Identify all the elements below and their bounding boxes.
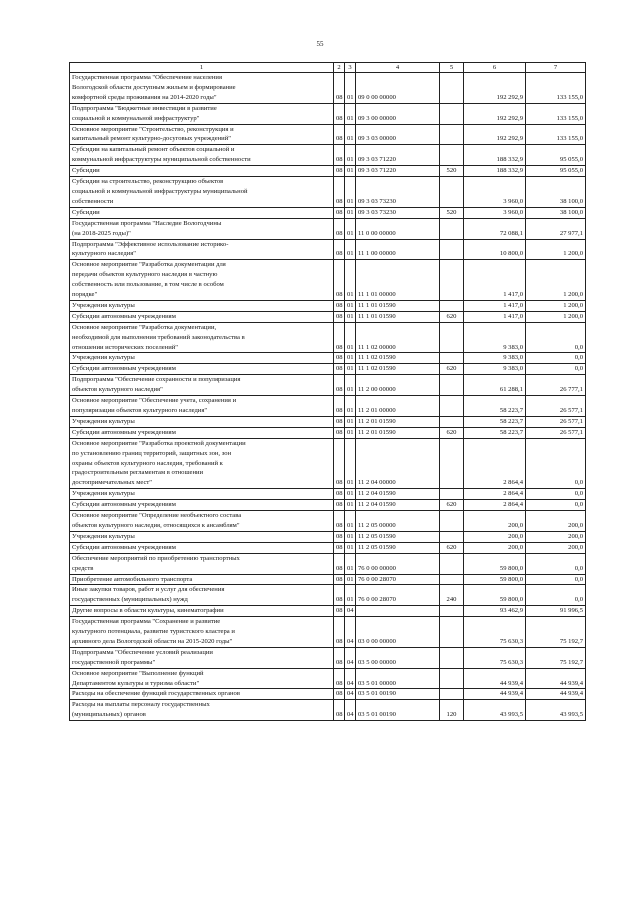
target-article-code: 11 1 02 01590 [356,353,440,364]
subsection-code: 01 [345,489,356,500]
expense-type-code: 620 [440,427,464,438]
expense-type-code [440,668,464,689]
row-name: Субсидии [70,207,334,218]
amount-col-6: 44 939,4 [464,668,526,689]
table-row [70,300,586,311]
amount-col-7: 75 192,7 [526,647,586,668]
subsection-code: 01 [345,145,356,166]
section-code: 08 [334,668,345,689]
target-article-code: 11 1 00 00000 [356,239,440,260]
amount-col-7: 43 993,5 [526,700,586,721]
target-article-code: 11 2 04 00000 [356,438,440,489]
subsection-code: 01 [345,574,356,585]
table-row [70,322,586,353]
amount-col-7: 44 939,4 [526,668,586,689]
table-row [70,375,586,396]
amount-col-6: 2 864,4 [464,438,526,489]
section-code: 08 [334,531,345,542]
target-article-code: 11 0 00 00000 [356,218,440,239]
amount-col-7: 0,0 [526,574,586,585]
target-article-code: 11 2 04 01590 [356,500,440,511]
table-row [70,531,586,542]
amount-col-7: 200,0 [526,542,586,553]
table-row [70,166,586,177]
expense-type-code [440,606,464,617]
section-code: 08 [334,416,345,427]
table-row [70,145,586,166]
amount-col-7: 0,0 [526,585,586,606]
row-name: Обеспечение мероприятий по приобретению транспортных средств [70,553,334,574]
section-code: 08 [334,700,345,721]
expense-type-code: 520 [440,207,464,218]
amount-col-7: 133 155,0 [526,124,586,145]
amount-col-6: 93 462,9 [464,606,526,617]
row-name: Государственная программа "Наследие Вологодчины (на 2018-2025 годы)" [70,218,334,239]
subsection-code: 01 [345,416,356,427]
table-row [70,73,586,104]
amount-col-7: 44 939,4 [526,689,586,700]
expense-type-code [440,617,464,648]
target-article-code: 09 3 03 73230 [356,207,440,218]
target-article-code: 11 1 01 00000 [356,260,440,301]
table-row [70,124,586,145]
row-name: Субсидии автономным учреждениям [70,311,334,322]
amount-col-6: 61 288,1 [464,375,526,396]
table-row [70,700,586,721]
amount-col-7: 0,0 [526,364,586,375]
row-name: Расходы на обеспечение функций государственных органов [70,689,334,700]
section-code: 08 [334,145,345,166]
subsection-code: 01 [345,531,356,542]
target-article-code: 03 5 01 00000 [356,668,440,689]
amount-col-6: 1 417,0 [464,260,526,301]
table-row [70,364,586,375]
expense-type-code [440,300,464,311]
expense-type-code [440,438,464,489]
expense-type-code [440,647,464,668]
section-code: 08 [334,489,345,500]
amount-col-7: 1 200,0 [526,260,586,301]
table-row [70,574,586,585]
amount-col-7: 0,0 [526,500,586,511]
header-col-2: 2 [334,63,345,73]
section-code: 08 [334,585,345,606]
table-row [70,177,586,208]
expense-type-code: 240 [440,585,464,606]
target-article-code: 03 5 01 00190 [356,700,440,721]
amount-col-6: 10 800,0 [464,239,526,260]
expense-type-code [440,322,464,353]
section-code: 08 [334,207,345,218]
amount-col-6: 58 223,7 [464,416,526,427]
row-name: Учреждения культуры [70,416,334,427]
target-article-code: 09 3 03 73230 [356,177,440,208]
row-name: Основное мероприятие "Обеспечение учета, сохранения и популяризации объектов культурного наследия" [70,396,334,417]
row-name: Основное мероприятие "Строительство, реконструкция и капитальный ремонт культурно-досуговых учреждений" [70,124,334,145]
target-article-code: 11 1 01 01590 [356,311,440,322]
subsection-code: 01 [345,542,356,553]
amount-col-7: 27 977,1 [526,218,586,239]
subsection-code: 01 [345,166,356,177]
table-row [70,668,586,689]
target-article-code: 11 2 04 01590 [356,489,440,500]
table-row [70,438,586,489]
amount-col-6: 192 292,9 [464,73,526,104]
amount-col-7: 95 055,0 [526,145,586,166]
subsection-code: 01 [345,438,356,489]
table-header-row [70,63,586,73]
expense-type-code: 620 [440,364,464,375]
amount-col-6: 200,0 [464,511,526,532]
subsection-code: 01 [345,353,356,364]
row-name: Подпрограмма "Обеспечение условий реализации государственной программы" [70,647,334,668]
amount-col-6: 2 864,4 [464,500,526,511]
target-article-code: 11 1 01 01590 [356,300,440,311]
expense-type-code [440,103,464,124]
section-code: 08 [334,322,345,353]
expense-type-code [440,511,464,532]
subsection-code: 01 [345,322,356,353]
expense-type-code: 120 [440,700,464,721]
section-code: 08 [334,553,345,574]
amount-col-6: 2 864,4 [464,489,526,500]
amount-col-7: 38 100,0 [526,177,586,208]
table-row [70,585,586,606]
expense-type-code [440,375,464,396]
subsection-code: 01 [345,427,356,438]
expense-type-code [440,73,464,104]
amount-col-6: 9 383,0 [464,322,526,353]
amount-col-7: 0,0 [526,438,586,489]
section-code: 08 [334,375,345,396]
target-article-code: 11 2 01 01590 [356,427,440,438]
row-name: Государственная программа "Сохранение и развитие культурного потенциала, развитие туристского кластера и архивного дела Вологодской области на 2015-2020 годы" [70,617,334,648]
section-code: 08 [334,364,345,375]
target-article-code: 03 5 00 00000 [356,647,440,668]
row-name: Субсидии автономным учреждениям [70,542,334,553]
expense-type-code [440,260,464,301]
amount-col-7: 0,0 [526,322,586,353]
amount-col-7: 1 200,0 [526,311,586,322]
table-row [70,427,586,438]
amount-col-6: 192 292,9 [464,103,526,124]
target-article-code: 11 1 02 00000 [356,322,440,353]
target-article-code: 76 0 00 00000 [356,553,440,574]
row-name: Подпрограмма "Эффективное использование историко- культурного наследия" [70,239,334,260]
subsection-code: 01 [345,375,356,396]
amount-col-6: 1 417,0 [464,300,526,311]
amount-col-6: 59 800,0 [464,585,526,606]
subsection-code: 04 [345,647,356,668]
expense-type-code [440,145,464,166]
table-row [70,260,586,301]
subsection-code: 01 [345,218,356,239]
target-article-code: 09 3 03 00000 [356,124,440,145]
expense-type-code [440,353,464,364]
subsection-code: 01 [345,207,356,218]
row-name: Подпрограмма "Обеспечение сохранности и популяризация объектов культурного наследия" [70,375,334,396]
amount-col-7: 1 200,0 [526,239,586,260]
section-code: 08 [334,606,345,617]
amount-col-6: 200,0 [464,531,526,542]
amount-col-6: 72 088,1 [464,218,526,239]
subsection-code: 01 [345,177,356,208]
row-name: Расходы на выплаты персоналу государственных (муниципальных) органов [70,700,334,721]
expense-type-code [440,489,464,500]
header-col-6: 6 [464,63,526,73]
amount-col-6: 59 800,0 [464,574,526,585]
expense-type-code [440,574,464,585]
table-row [70,617,586,648]
row-name: Субсидии автономным учреждениям [70,500,334,511]
section-code: 08 [334,647,345,668]
target-article-code: 11 2 05 01590 [356,542,440,553]
row-name: Иные закупки товаров, работ и услуг для обеспечения государственных (муниципальных) нужд [70,585,334,606]
target-article-code: 09 3 03 71220 [356,166,440,177]
amount-col-6: 192 292,9 [464,124,526,145]
section-code: 08 [334,300,345,311]
expense-type-code [440,531,464,542]
amount-col-7: 95 055,0 [526,166,586,177]
table-row [70,689,586,700]
expense-type-code: 620 [440,311,464,322]
section-code: 08 [334,500,345,511]
amount-col-6: 59 800,0 [464,553,526,574]
target-article-code: 09 3 03 71220 [356,145,440,166]
section-code: 08 [334,124,345,145]
row-name: Основное мероприятие "Определение необъектного состава объектов культурного наследия, относящихся к ансамблям" [70,511,334,532]
row-name: Другие вопросы в области культуры, кинематографии [70,606,334,617]
amount-col-7: 200,0 [526,511,586,532]
amount-col-6: 58 223,7 [464,396,526,417]
row-name: Подпрограмма "Бюджетные инвестиции в развитие социальной и коммунальной инфраструктур" [70,103,334,124]
row-name: Субсидии на капитальный ремонт объектов социальной и коммунальной инфраструктуры муниципальной собственности [70,145,334,166]
amount-col-6: 3 960,0 [464,207,526,218]
expense-type-code [440,218,464,239]
amount-col-7: 26 777,1 [526,375,586,396]
table-row [70,311,586,322]
expense-type-code: 620 [440,542,464,553]
row-name: Учреждения культуры [70,300,334,311]
row-name: Субсидии на строительство, реконструкцию объектов социальной и коммунальной инфраструктуры муниципальной собственности [70,177,334,208]
subsection-code: 01 [345,103,356,124]
amount-col-7: 133 155,0 [526,103,586,124]
row-name: Основное мероприятие "Разработка документации, необходимой для выполнения требований законодательства в отношении исторических поселений" [70,322,334,353]
section-code: 08 [334,311,345,322]
target-article-code [356,606,440,617]
expense-type-code: 620 [440,500,464,511]
amount-col-6: 43 993,5 [464,700,526,721]
target-article-code: 11 2 05 00000 [356,511,440,532]
target-article-code: 11 2 00 00000 [356,375,440,396]
amount-col-7: 26 577,1 [526,416,586,427]
budget-table [69,62,586,721]
subsection-code: 01 [345,585,356,606]
target-article-code: 11 2 01 01590 [356,416,440,427]
subsection-code: 01 [345,300,356,311]
row-name: Субсидии [70,166,334,177]
subsection-code: 01 [345,124,356,145]
header-col-4: 4 [356,63,440,73]
target-article-code: 09 0 00 00000 [356,73,440,104]
subsection-code: 01 [345,73,356,104]
amount-col-7: 200,0 [526,531,586,542]
subsection-code: 01 [345,511,356,532]
section-code: 08 [334,542,345,553]
table-row [70,647,586,668]
section-code: 08 [334,617,345,648]
header-col-3: 3 [345,63,356,73]
row-name: Основное мероприятие "Выполнение функций Департаментом культуры и туризма области" [70,668,334,689]
section-code: 08 [334,574,345,585]
table-row [70,606,586,617]
table-row [70,218,586,239]
expense-type-code [440,177,464,208]
target-article-code: 11 2 05 01590 [356,531,440,542]
subsection-code: 04 [345,606,356,617]
table-row [70,396,586,417]
subsection-code: 01 [345,260,356,301]
expense-type-code [440,689,464,700]
amount-col-6: 75 630,3 [464,647,526,668]
table-row [70,500,586,511]
subsection-code: 04 [345,668,356,689]
amount-col-6: 188 332,9 [464,145,526,166]
expense-type-code: 520 [440,166,464,177]
amount-col-7: 0,0 [526,353,586,364]
subsection-code: 01 [345,396,356,417]
amount-col-7: 26 577,1 [526,427,586,438]
section-code: 08 [334,166,345,177]
table-row [70,553,586,574]
row-name: Учреждения культуры [70,489,334,500]
amount-col-7: 0,0 [526,489,586,500]
target-article-code: 03 5 01 00190 [356,689,440,700]
subsection-code: 01 [345,500,356,511]
subsection-code: 04 [345,689,356,700]
amount-col-6: 1 417,0 [464,311,526,322]
section-code: 08 [334,177,345,208]
amount-col-7: 0,0 [526,553,586,574]
table-row [70,416,586,427]
subsection-code: 01 [345,311,356,322]
section-code: 08 [334,239,345,260]
row-name: Государственная программа "Обеспечение населения Вологодской области доступным жильем и формирование комфортной среды проживания на 2014-2020 годы" [70,73,334,104]
row-name: Учреждения культуры [70,531,334,542]
amount-col-6: 9 383,0 [464,364,526,375]
amount-col-6: 75 630,3 [464,617,526,648]
row-name: Учреждения культуры [70,353,334,364]
row-name: Приобретение автомобильного транспорта [70,574,334,585]
target-article-code: 03 0 00 00000 [356,617,440,648]
section-code: 08 [334,353,345,364]
expense-type-code [440,239,464,260]
target-article-code: 76 0 00 28070 [356,574,440,585]
table-row [70,239,586,260]
amount-col-7: 91 996,5 [526,606,586,617]
table-row [70,489,586,500]
section-code: 08 [334,260,345,301]
subsection-code: 01 [345,239,356,260]
amount-col-7: 38 100,0 [526,207,586,218]
amount-col-6: 44 939,4 [464,689,526,700]
row-name: Основное мероприятие "Разработка документации для передачи объектов культурного наследия в частную собственность или пользование, в том числе в особом порядке" [70,260,334,301]
row-name: Субсидии автономным учреждениям [70,364,334,375]
amount-col-7: 75 192,7 [526,617,586,648]
subsection-code: 04 [345,617,356,648]
amount-col-6: 9 383,0 [464,353,526,364]
expense-type-code [440,124,464,145]
target-article-code: 76 0 00 28070 [356,585,440,606]
table-row [70,353,586,364]
subsection-code: 04 [345,700,356,721]
subsection-code: 01 [345,553,356,574]
amount-col-7: 133 155,0 [526,73,586,104]
section-code: 08 [334,103,345,124]
expense-type-code [440,553,464,574]
section-code: 08 [334,73,345,104]
section-code: 08 [334,218,345,239]
table-row [70,207,586,218]
subsection-code: 01 [345,364,356,375]
header-col-7: 7 [526,63,586,73]
amount-col-7: 26 577,1 [526,396,586,417]
header-col-5: 5 [440,63,464,73]
expense-type-code [440,416,464,427]
section-code: 08 [334,511,345,532]
row-name: Основное мероприятие "Разработка проектной документации по установлению границ территорий, защитных зон, зон охраны объектов культурного наследия, требований к градостроительным регламентам в отношении достопримечательных мест" [70,438,334,489]
amount-col-7: 1 200,0 [526,300,586,311]
amount-col-6: 200,0 [464,542,526,553]
expense-type-code [440,396,464,417]
row-name: Субсидии автономным учреждениям [70,427,334,438]
page-number: 55 [316,40,324,48]
table-row [70,103,586,124]
target-article-code: 09 3 00 00000 [356,103,440,124]
section-code: 08 [334,689,345,700]
amount-col-6: 3 960,0 [464,177,526,208]
amount-col-6: 58 223,7 [464,427,526,438]
section-code: 08 [334,396,345,417]
section-code: 08 [334,427,345,438]
amount-col-6: 188 332,9 [464,166,526,177]
header-col-1: 1 [70,63,334,73]
section-code: 08 [334,438,345,489]
target-article-code: 11 2 01 00000 [356,396,440,417]
table-row [70,542,586,553]
target-article-code: 11 1 02 01590 [356,364,440,375]
table-row [70,511,586,532]
